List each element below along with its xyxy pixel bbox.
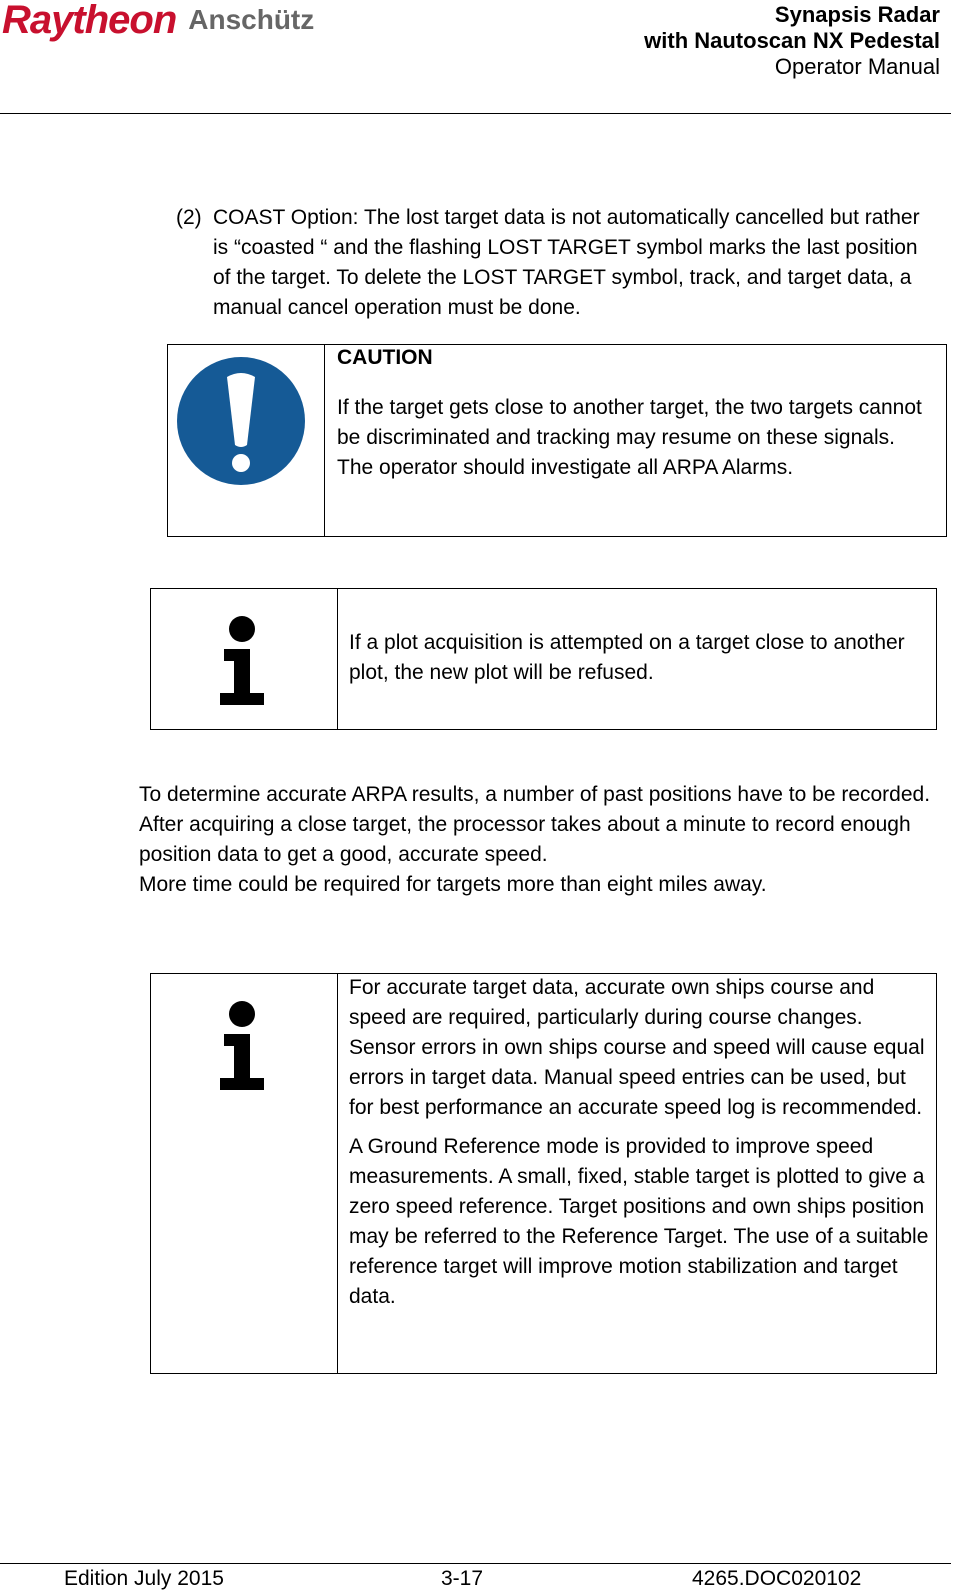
info-text: If a plot acquisition is attempted on a target close to another plot, the new plot will be refused. [349,631,905,684]
caution-title: CAUTION [337,346,433,369]
info-text-2b: A Ground Reference mode is provided to improve speed measurements. A small, fixed, stable target is plotted to give a zero speed reference. Target positions and own ships position may be referred to the Reference Target. The use of a suitable reference target will improve motion stabilization and target data. [349,1135,929,1308]
caution-content [337,343,937,483]
footer-page-number: 3-17 [441,1567,484,1590]
footer-edition: Edition July 2015 [64,1567,224,1590]
info-text-2a: For accurate target data, accurate own ships course and speed are required, particularly during course changes. Sensor errors in own ships course and speed will cause equal errors in target data. Manual speed entries can be used, but for best performance an accurate speed log is recommended. [349,976,925,1119]
paragraph-text: To determine accurate ARPA results, a number of past positions have to be recorded. After acquiring a close target, the processor takes about a minute to record enough position data to get a good, accurate speed. [139,783,931,866]
footer-divider [0,1563,951,1564]
header-manual-type: Operator Manual [774,54,940,79]
info-icon [218,615,266,707]
footer-doc-number: 4265.DOC020102 [692,1567,862,1590]
header-subtitle: with Nautoscan NX Pedestal [644,28,940,53]
header-title: Synapsis Radar [774,2,940,27]
body-paragraph [139,780,939,900]
info-icon [218,1000,266,1092]
header-divider [0,113,951,114]
caution-text-2: The operator should investigate all ARPA Alarms. [337,456,794,479]
logo-sub: Anschütz [188,4,315,35]
raytheon-anschutz-logo [2,0,314,44]
logo-brand: Raytheon [2,0,177,42]
info-content-2 [349,973,929,1312]
info-box-divider [337,588,338,730]
paragraph-text-2: More time could be required for targets more than eight miles away. [139,873,767,896]
info-box-2-divider [337,973,338,1374]
document-header [644,2,940,80]
exclamation-icon [177,357,305,485]
list-item-number: (2) [176,206,202,229]
caution-box-divider [324,344,325,537]
caution-text: If the target gets close to another target, the two targets cannot be discriminated and tracking may resume on these signals. [337,396,922,449]
list-item-text: COAST Option: The lost target data is not automatically cancelled but rather is “coasted “ and the flashing LOST TARGET symbol marks the last position of the target. To delete the LOST TARGET symbol, track, and target data, a manual cancel operation must be done. [213,206,920,319]
